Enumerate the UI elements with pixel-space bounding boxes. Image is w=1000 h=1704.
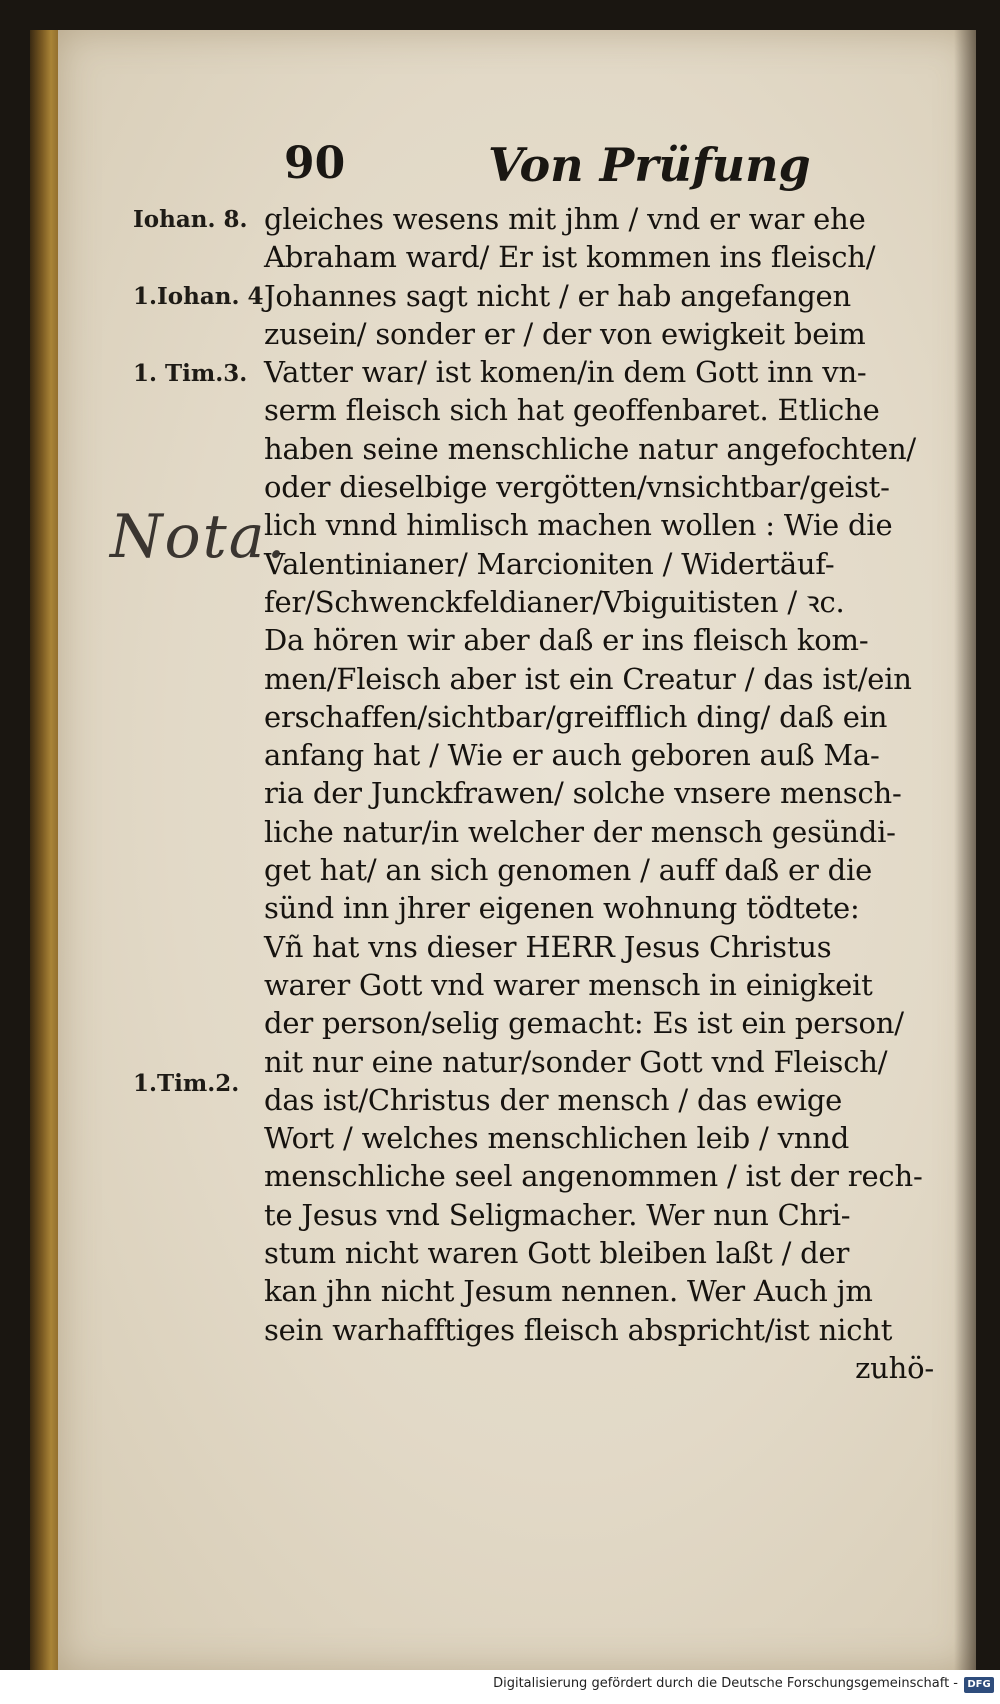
text-line: haben seine menschliche natur angefochten/ — [264, 431, 917, 466]
text-line: Da hören wir aber daß er ins fleisch kom- — [264, 623, 869, 658]
margin-note-citation: 1.Tim.2. — [133, 1070, 240, 1097]
text-line: lich vnnd himlisch machen wollen : Wie die — [264, 508, 893, 543]
page-number: 90 — [284, 138, 346, 189]
text-line: menschliche seel angenommen / ist der rech- — [264, 1159, 923, 1194]
margin-note-citation: 1. Tim.3. — [133, 360, 248, 387]
page-header — [58, 138, 976, 198]
text-line: stum nicht waren Gott bleiben laßt / der — [264, 1236, 850, 1271]
text-line: serm fleisch sich hat geoffenbaret. Etliche — [264, 393, 880, 428]
catchword: zuhö- — [855, 1350, 934, 1385]
book-page — [58, 30, 976, 1672]
text-line: warer Gott vnd warer mensch in einigkeit — [264, 967, 873, 1002]
text-line: sein warhafftiges fleisch abspricht/ist nicht — [264, 1312, 893, 1347]
text-line: te Jesus vnd Seligmacher. Wer nun Chri- — [264, 1197, 851, 1232]
running-title: Von Prüfung — [488, 138, 811, 192]
text-line: ria der Junckfrawen/ solche vnsere mensch- — [264, 776, 902, 811]
dfg-logo: DFG — [964, 1677, 994, 1693]
text-line: sünd inn jhrer eigenen wohnung tödtete: — [264, 891, 860, 926]
text-line: gleiches wesens mit jhm / vnd er war ehe — [264, 202, 866, 236]
text-line: Wort / welches menschlichen leib / vnnd — [264, 1121, 850, 1156]
text-line: fer/Schwenckfeldianer/Vbiguitisten / ꝛc. — [264, 584, 845, 619]
text-line: Vñ hat vns dieser HERR Jesus Christus — [264, 929, 832, 964]
text-line: Abraham ward/ Er ist kommen ins fleisch/ — [264, 240, 876, 275]
text-line: liche natur/in welcher der mensch gesündi- — [264, 814, 896, 849]
margin-note-citation: 1.Iohan. 4 — [133, 283, 264, 310]
text-line: men/Fleisch aber ist ein Creatur / das ist/ein — [264, 661, 912, 696]
text-line: der person/selig gemacht: Es ist ein person/ — [264, 1006, 904, 1041]
text-line: Johannes sagt nicht / er hab angefangen — [264, 278, 851, 313]
body-text — [264, 200, 944, 1387]
text-line: get hat/ an sich genomen / auff daß er die — [264, 853, 873, 888]
text-line: zusein/ sonder er / der von ewigkeit beim — [264, 316, 866, 351]
funding-credit: Digitalisierung gefördert durch die Deutsche Forschungsgemeinschaft - — [493, 1676, 958, 1691]
digitization-footer — [0, 1670, 1000, 1704]
margin-note-citation: Iohan. 8. — [133, 206, 248, 233]
text-line: kan jhn nicht Jesum nennen. Wer Auch jm — [264, 1274, 873, 1309]
text-line: erschaffen/sichtbar/greifflich ding/ daß ein — [264, 699, 888, 734]
book-spine-edge — [30, 30, 60, 1670]
text-line: nit nur eine natur/sonder Gott vnd Fleisch/ — [264, 1044, 888, 1079]
text-line: anfang hat / Wie er auch geboren auß Ma- — [264, 738, 880, 773]
text-line: Valentinianer/ Marcioniten / Widertäuf- — [264, 546, 835, 581]
text-line: oder dieselbige vergötten/vnsichtbar/geist- — [264, 470, 890, 505]
text-line: das ist/Christus der mensch / das ewige — [264, 1082, 843, 1117]
text-line: Vatter war/ ist komen/in dem Gott inn vn- — [264, 355, 867, 390]
handwritten-nota-annotation: Nota. — [110, 502, 288, 572]
